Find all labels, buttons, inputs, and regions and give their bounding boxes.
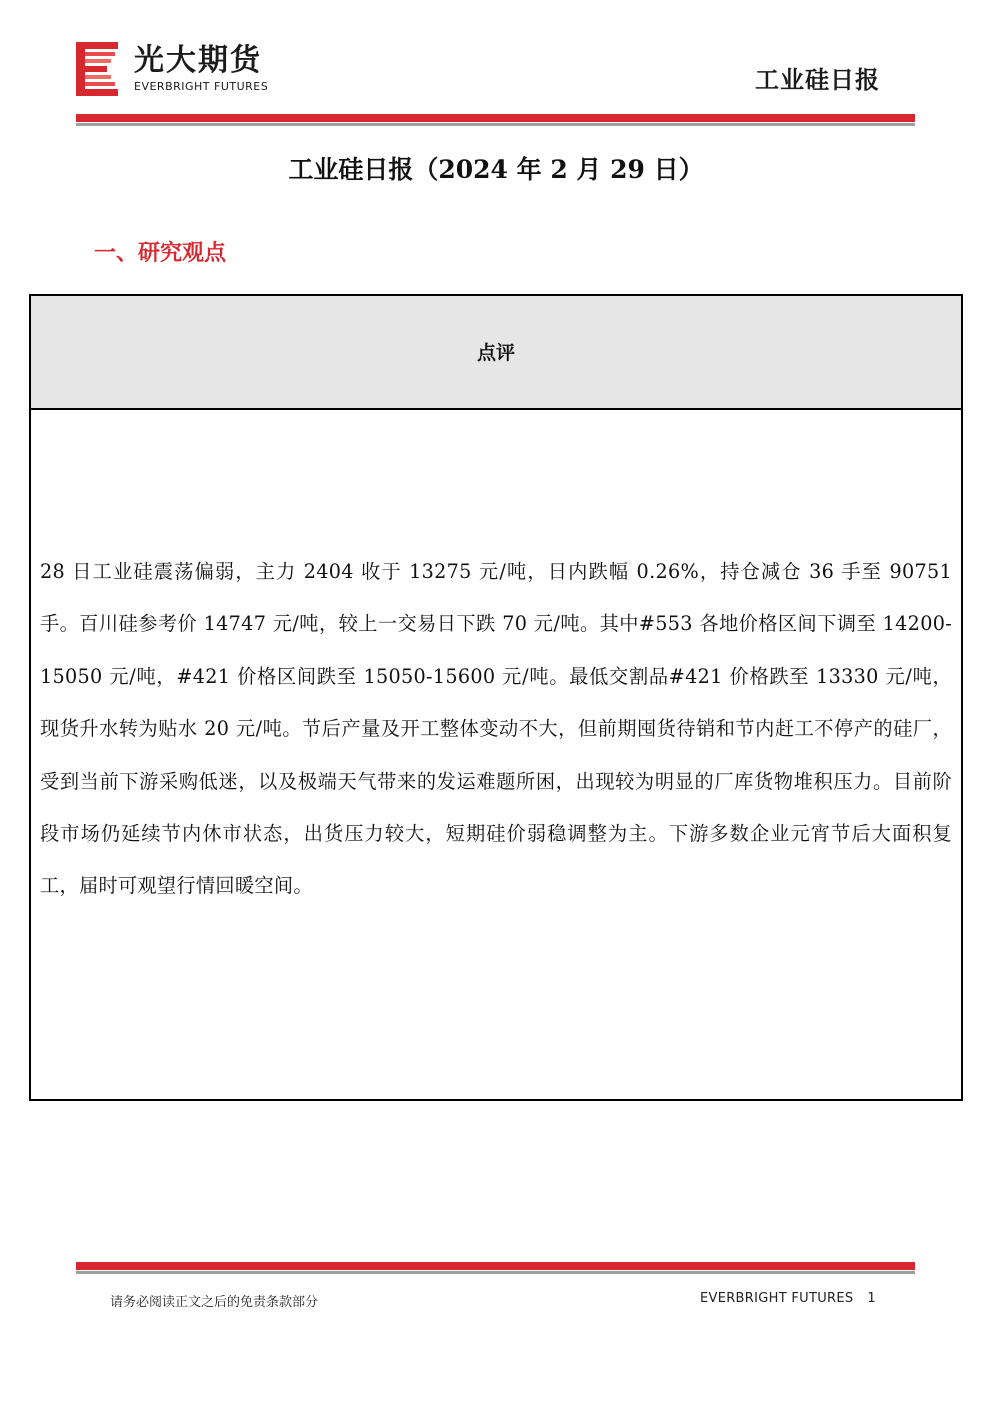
commentary-table [29, 294, 963, 1101]
footer-divider [76, 1262, 915, 1276]
logo-english-name: EVERBRIGHT FUTURES [134, 80, 269, 93]
report-name: 工业硅日报 [755, 65, 880, 94]
commentary-text: 28 日工业硅震荡偏弱，主力 2404 收于 13275 元/吨，日内跌幅 0.26%，持仓减仓 36 手至 90751 手。百川硅参考价 14747 元/吨，较上一交易日下跌 70 元/吨。其中#553 各地价格区间下调至 14200-15050 元/吨，#421 价格区间跌至 15050-15600 元/吨。最低交割品#421 价格跌至 13330 元/吨，现货升水转为贴水 20 元/吨。节后产量及开工整体变动不大，但前期囤货待销和节内赶工不停产的硅厂，受到当前下游采购低迷，以及极端天气带来的发运难题所困，出现较为明显的厂库货物堆积压力。目前阶段市场仍延续节内休市状态，出货压力较大，短期硅价弱稳调整为主。下游多数企业元宵节后大面积复工，届时可观望行情回暖空间。 [40, 560, 952, 898]
company-logo [76, 42, 296, 98]
logo-chinese-name: 光大期货 [134, 43, 262, 78]
header-divider [76, 114, 915, 128]
table-header [31, 296, 961, 410]
everbright-logo-icon [76, 42, 120, 96]
page-number: 1 [867, 1291, 876, 1306]
footer-company-name: EVERBRIGHT FUTURES [700, 1291, 854, 1306]
footer-company [700, 1291, 876, 1306]
footer-disclaimer: 请务必阅读正文之后的免责条款部分 [110, 1295, 319, 1310]
table-header-label: 点评 [476, 342, 515, 364]
section-heading: 一、研究观点 [94, 240, 227, 266]
document-title: 工业硅日报（2024 年 2 月 29 日） [288, 155, 704, 184]
